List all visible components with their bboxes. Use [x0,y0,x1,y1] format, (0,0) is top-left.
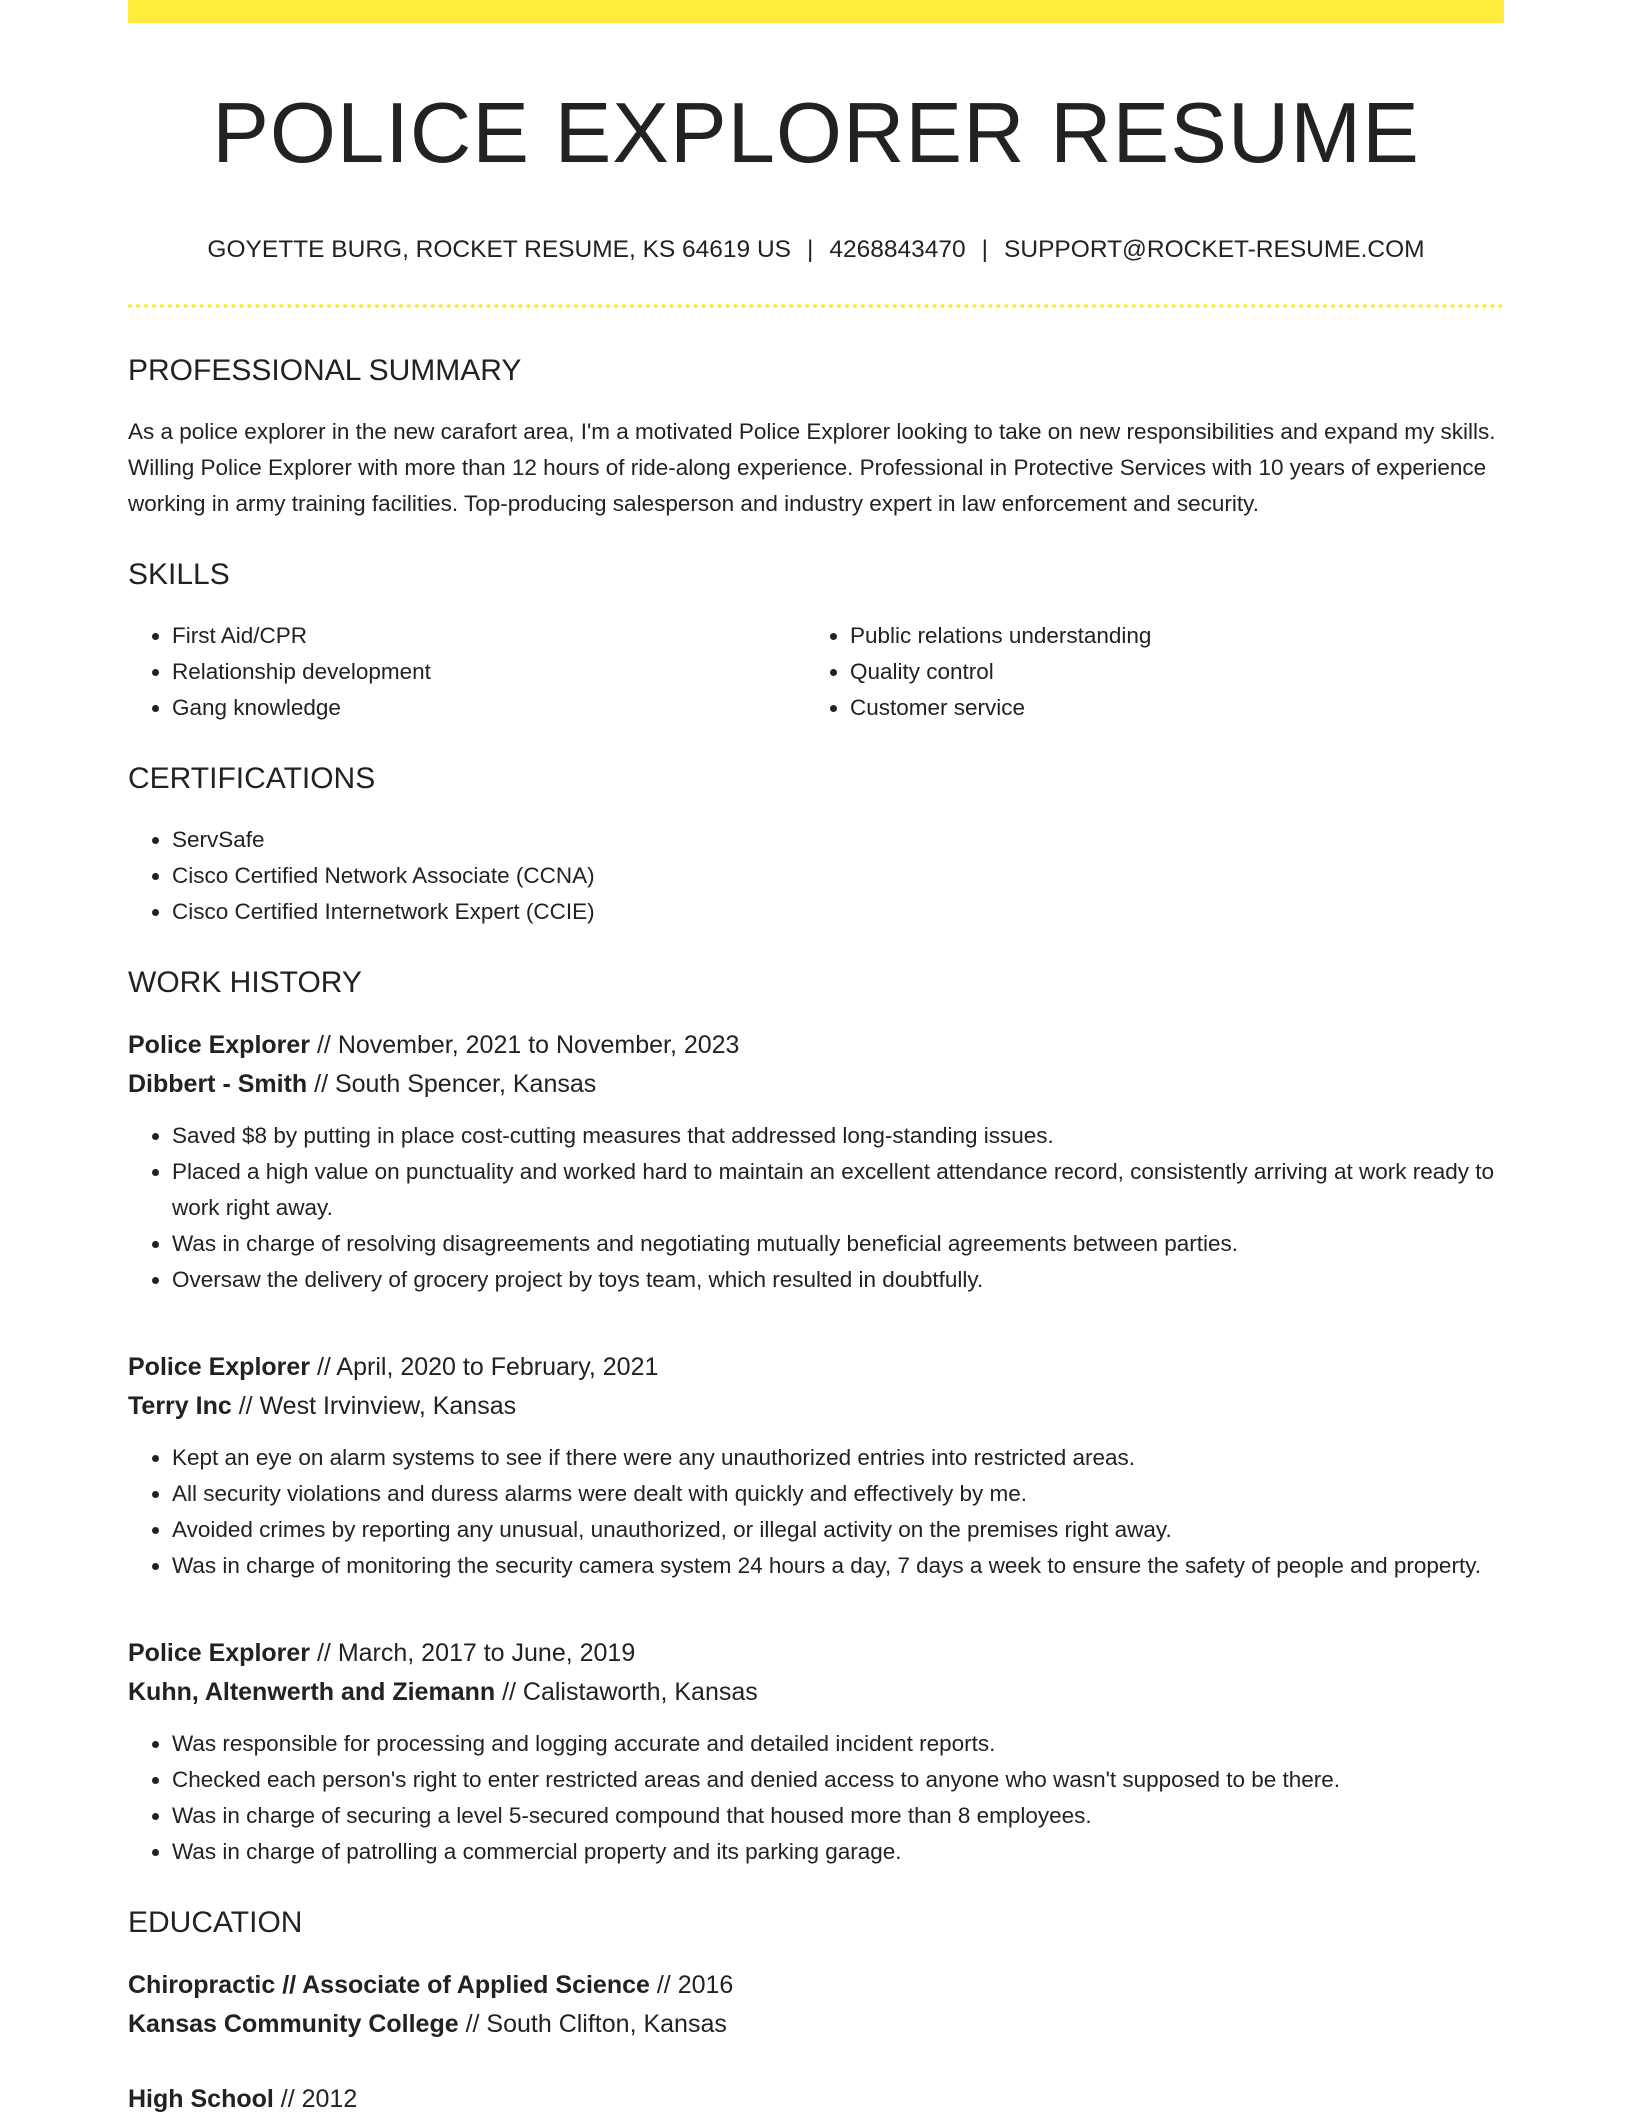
contact-address: GOYETTE BURG, ROCKET RESUME, KS 64619 US [207,236,792,263]
education-school-line [128,2005,1504,2044]
certifications-section [128,761,1504,930]
education-entry [128,2080,1504,2119]
skill-item: • Customer service [850,690,1484,726]
job-bullet: • Avoided crimes by reporting any unusual, unauthorized, or illegal activity on the premises right away. [172,1512,1504,1548]
job-location: // South Spencer, Kansas [307,1070,597,1099]
education-entry [128,1966,1504,2044]
skills-heading: SKILLS [128,558,230,592]
skill-item: • Quality control [850,654,1484,690]
skill-item: • First Aid/CPR [172,618,806,654]
education-heading: EDUCATION [128,1906,303,1940]
job-location: // Calistaworth, Kansas [495,1678,758,1707]
education-degree-line [128,2080,1504,2119]
job-company: Kuhn, Altenwerth and Ziemann [128,1678,496,1707]
job-bullets [128,1118,1504,1298]
education-degree: Chiropractic // Associate of Applied Science [128,1971,650,2000]
resume-page [128,0,1504,2119]
job-bullet: • Was responsible for processing and logging accurate and detailed incident reports. [172,1726,1504,1762]
contact-line [128,235,1504,264]
summary-text: As a police explorer in the new carafort area, I'm a motivated Police Explorer looking to take on new responsibilities and expand my skills. Willing Police Explorer with more than 12 hours of ride-along experience. Professional in Protective Services with 10 years of experience working in army training facilities. Top-producing salesperson and industry expert in law enforcement and security. [128,419,1496,517]
job-bullet: • Checked each person's right to enter restricted areas and denied access to anyone who wasn't supposed to be there. [172,1762,1504,1798]
job-bullet: • All security violations and duress alarms were dealt with quickly and effectively by me. [172,1476,1504,1512]
job-bullet: • Placed a high value on punctuality and worked hard to maintain an excellent attendance record, consistently arriving at work ready to work right away. [172,1154,1504,1226]
job-bullet: • Oversaw the delivery of grocery project by toys team, which resulted in doubtfully. [172,1262,1504,1298]
job-entry [128,1634,1504,1870]
skill-item: • Public relations understanding [850,618,1484,654]
education-degree: High School [128,2085,274,2114]
job-bullet: • Was in charge of resolving disagreements and negotiating mutually beneficial agreements between parties. [172,1226,1504,1262]
work-history-heading: WORK HISTORY [128,966,362,1000]
job-title: Police Explorer [128,1353,311,1382]
certification-item: • Cisco Certified Internetwork Expert (CCIE) [172,894,1504,930]
skill-item: • Relationship development [172,654,806,690]
job-dates: // November, 2021 to November, 2023 [310,1031,740,1060]
education-year: // 2016 [649,1971,734,2000]
education-section [128,1905,1504,2119]
contact-separator: | [807,236,814,263]
certifications-heading: CERTIFICATIONS [128,762,376,796]
job-company-line [128,1387,1504,1426]
education-year: // 2012 [273,2085,358,2114]
job-bullets [128,1726,1504,1870]
job-title-line [128,1348,1504,1387]
job-company-line [128,1065,1504,1104]
job-title: Police Explorer [128,1639,311,1668]
job-dates: // March, 2017 to June, 2019 [310,1639,636,1668]
job-bullet: • Was in charge of patrolling a commercial property and its parking garage. [172,1834,1504,1870]
resume-title: POLICE EXPLORER RESUME [212,86,1420,181]
certification-item: • Cisco Certified Network Associate (CCNA) [172,858,1504,894]
work-history-section [128,965,1504,1870]
job-entry [128,1026,1504,1298]
skills-grid [128,618,1504,726]
job-title-line [128,1634,1504,1673]
job-bullet: • Kept an eye on alarm systems to see if there were any unauthorized entries into restricted areas. [172,1440,1504,1476]
job-company: Dibbert - Smith [128,1070,308,1099]
dotted-divider [128,304,1504,308]
job-bullet: • Was in charge of securing a level 5-secured compound that housed more than 8 employees. [172,1798,1504,1834]
skills-list-right [806,618,1484,726]
job-bullet: • Was in charge of monitoring the security camera system 24 hours a day, 7 days a week to ensure the safety of people and property. [172,1548,1504,1584]
contact-separator: | [981,236,989,263]
job-dates: // April, 2020 to February, 2021 [310,1353,659,1382]
education-location: // South Clifton, Kansas [458,2010,727,2039]
job-company-line [128,1673,1504,1712]
skills-list-left [128,618,806,726]
education-school: Kansas Community College [128,2010,459,2039]
contact-email: SUPPORT@ROCKET-RESUME.COM [1004,236,1425,263]
job-location: // West Irvinview, Kansas [231,1392,517,1421]
skill-item: • Gang knowledge [172,690,806,726]
contact-phone: 4268843470 [829,236,966,263]
summary-heading: PROFESSIONAL SUMMARY [128,354,522,388]
job-bullets [128,1440,1504,1584]
accent-top-bar [128,0,1504,23]
job-title-line [128,1026,1504,1065]
job-entry [128,1348,1504,1584]
skills-section [128,557,1504,726]
education-degree-line [128,1966,1504,2005]
certification-item: • ServSafe [172,822,1504,858]
job-bullet: • Saved $8 by putting in place cost-cutting measures that addressed long-standing issues. [172,1118,1504,1154]
summary-section [128,353,1504,522]
job-title: Police Explorer [128,1031,311,1060]
job-company: Terry Inc [128,1392,232,1421]
certifications-list [128,822,1504,930]
